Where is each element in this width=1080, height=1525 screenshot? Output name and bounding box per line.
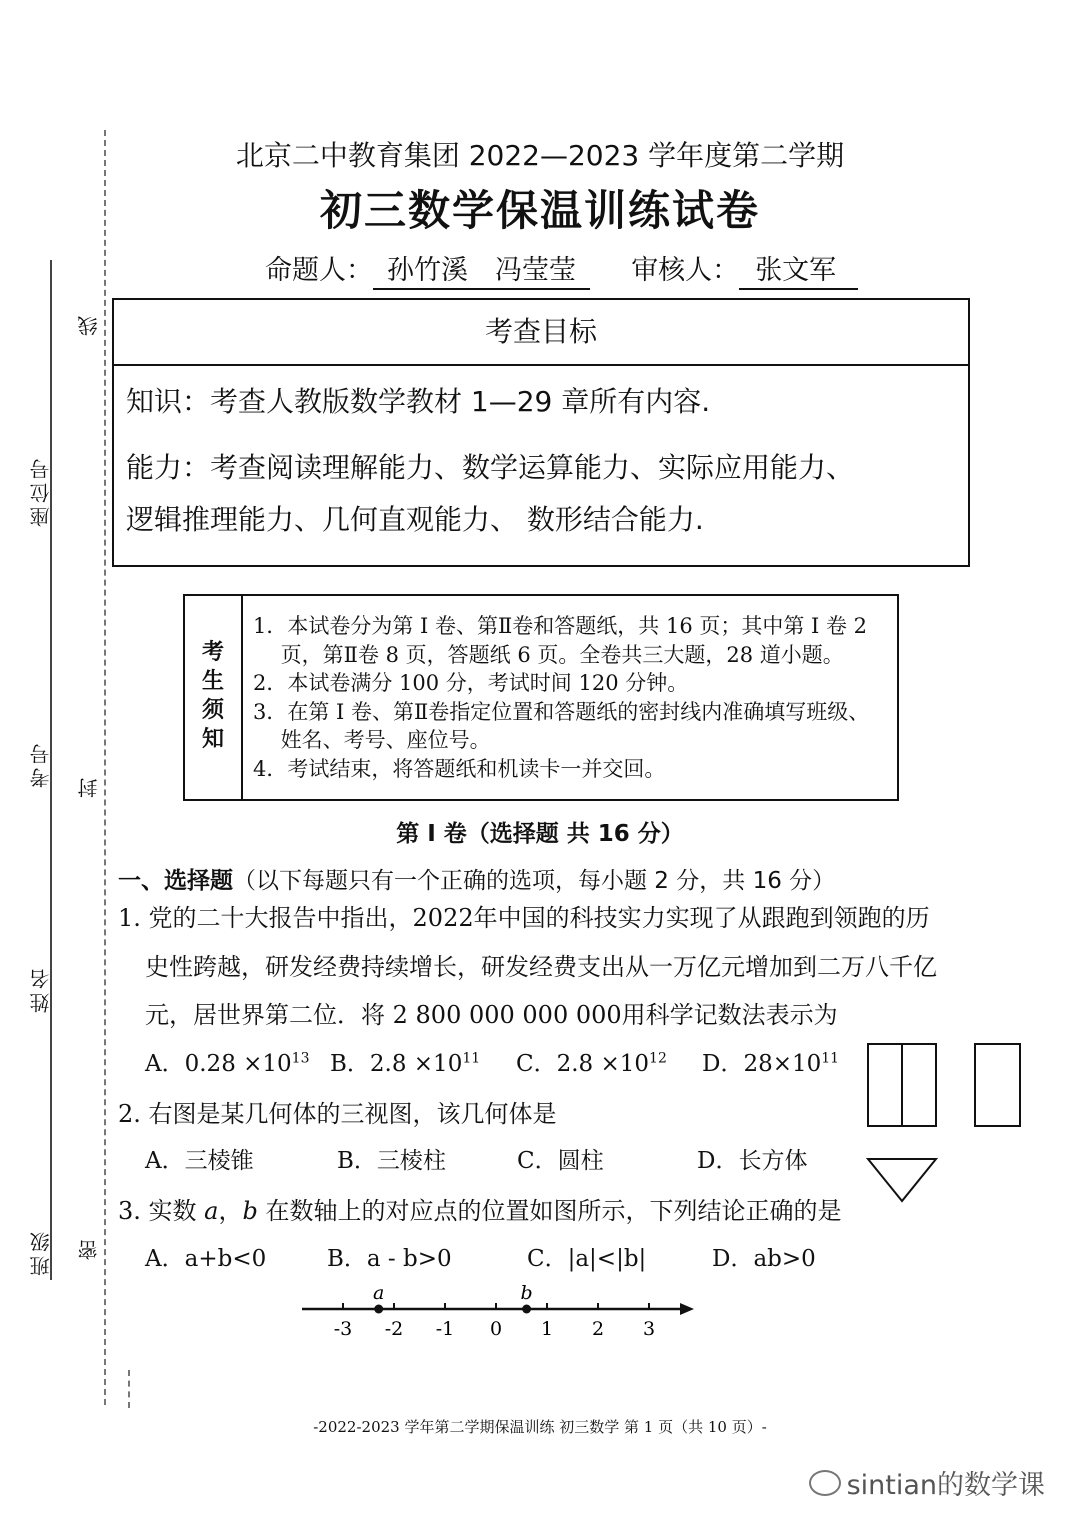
notes-label-char: 知 <box>201 727 224 752</box>
note-line: 4．考试结束，将答题纸和机读卡一并交回。 <box>253 756 666 781</box>
wechat-watermark <box>809 1463 1045 1502</box>
q2-option-a: A．三棱锥 <box>145 1148 254 1174</box>
note-line: 页，第Ⅱ卷 8 页，答题纸 6 页。全卷共三大题，28 道小题。 <box>253 642 844 667</box>
q3-option-a: A．a+b<0 <box>145 1246 267 1272</box>
number-line-tick-label: -2 <box>384 1318 404 1340</box>
q1-line-2: 史性跨越，研发经费持续增长，研发经费支出从一万亿元增加到二万八千亿 <box>145 953 937 981</box>
reviewer-name: 张文军 <box>739 256 858 290</box>
section-one-desc: （以下每题只有一个正确的选项，每小题 2 分，共 16 分） <box>233 868 836 894</box>
q1-line-1: 1. 党的二十大报告中指出，2022年中国的科技实力实现了从跟跑到领跑的历 <box>118 904 930 932</box>
part-one-heading: 第 I 卷（选择题 共 16 分） <box>396 821 684 847</box>
number-line-tick-label: 1 <box>540 1318 554 1340</box>
notes-label-char: 生 <box>201 669 224 694</box>
note-line: 1．本试卷分为第 I 卷、第Ⅱ卷和答题纸，共 16 页；其中第 I 卷 2 <box>253 614 868 638</box>
q3-option-b: B．a - b>0 <box>327 1246 452 1272</box>
section-one-heading <box>118 862 835 895</box>
exam-title: 初三数学保温训练试卷 <box>319 186 760 235</box>
margin-examno-label: 考号 <box>29 740 53 788</box>
top-view <box>868 1159 936 1201</box>
watermark-text: sintian的数学课 <box>846 1470 1045 1501</box>
q1-option-c: C．$2.8 \times 10^{12}$ <box>516 1050 667 1077</box>
side-view <box>975 1044 1020 1126</box>
goals-box <box>112 298 970 567</box>
three-views-figure <box>860 1035 1030 1210</box>
section-one-title: 一、选择题 <box>118 868 233 894</box>
q2-text: 2. 右图是某几何体的三视图，该几何体是 <box>118 1100 557 1128</box>
q1-option-d: D．$28\times 10^{11}$ <box>702 1050 840 1077</box>
margin-name-label: 姓名 <box>29 965 53 1013</box>
notes-label-char: 须 <box>201 698 224 723</box>
goals-ability-2: 逻辑推理能力、几何直观能力、 数形结合能力. <box>126 503 704 536</box>
note-line: 3．在第 I 卷、第Ⅱ卷指定位置和答题纸的密封线内准确填写班级、 <box>253 699 870 724</box>
q1-option-b: B．$2.8 \times 10^{11}$ <box>330 1050 481 1077</box>
number-line-tick-label: -3 <box>333 1318 353 1340</box>
margin-seal-mark: 封 <box>77 774 101 798</box>
notes-label <box>185 596 243 799</box>
wechat-icon <box>809 1470 841 1496</box>
goals-knowledge: 知识：考查人教版数学教材 1—29 章所有内容. <box>126 385 711 418</box>
number-line-arrow <box>680 1303 694 1315</box>
page-footer: -2022-2023 学年第二学期保温训练 初三数学 第 1 页（共 10 页）- <box>313 1418 767 1436</box>
author-label: 命题人： <box>265 255 373 286</box>
notes-label-char: 考 <box>201 640 224 665</box>
number-line-point-a <box>374 1305 383 1314</box>
binding-tail-marks <box>128 1370 130 1408</box>
number-line-point-a-label: a <box>373 1282 385 1304</box>
author-names: 孙竹溪 冯莹莹 <box>373 256 590 290</box>
margin-secret-mark: 密 <box>77 1236 101 1260</box>
note-line: 2．本试卷满分 100 分，考试时间 120 分钟。 <box>253 671 689 695</box>
number-line-tick-label: 2 <box>591 1318 605 1340</box>
binding-dashed-line <box>104 130 106 1405</box>
q2-option-d: D．长方体 <box>697 1148 808 1174</box>
number-line-tick-label: -1 <box>435 1318 455 1340</box>
q2-option-b: B．三棱柱 <box>337 1148 446 1174</box>
q2-option-c: C．圆柱 <box>517 1148 604 1174</box>
q1-option-a: A．$0.28 \times 10^{13}$ <box>145 1050 310 1077</box>
q3-option-d: D．ab>0 <box>712 1246 816 1272</box>
note-line: 姓名、考号、座位号。 <box>253 728 491 752</box>
margin-class-label: 班级 <box>29 1228 53 1276</box>
number-line <box>290 1280 710 1340</box>
number-line-tick-label: 3 <box>642 1318 656 1340</box>
goals-heading: 考查目标 <box>114 300 968 366</box>
number-line-point-b-label: b <box>520 1282 533 1304</box>
number-line-point-b <box>522 1305 531 1314</box>
number-line-tick-label: 0 <box>489 1318 503 1340</box>
notes-list <box>253 612 869 783</box>
margin-seat-label: 座位号 <box>29 455 53 527</box>
margin-line-mark: 线 <box>77 312 101 336</box>
goals-ability-1: 能力：考查阅读理解能力、数学运算能力、实际应用能力、 <box>126 451 855 484</box>
q3-text: 3. 实数 a，b 在数轴上的对应点的位置如图所示，下列结论正确的是 <box>118 1197 842 1225</box>
authors-line <box>265 248 858 290</box>
exam-notes-box <box>183 594 899 801</box>
school-line: 北京二中教育集团 2022—2023 学年度第二学期 <box>235 139 845 172</box>
q3-option-c: C．|a|<|b| <box>527 1246 647 1272</box>
reviewer-label: 审核人： <box>631 255 740 286</box>
q1-line-3: 元，居世界第二位．将 2 800 000 000 000用科学记数法表示为 <box>145 1001 838 1029</box>
